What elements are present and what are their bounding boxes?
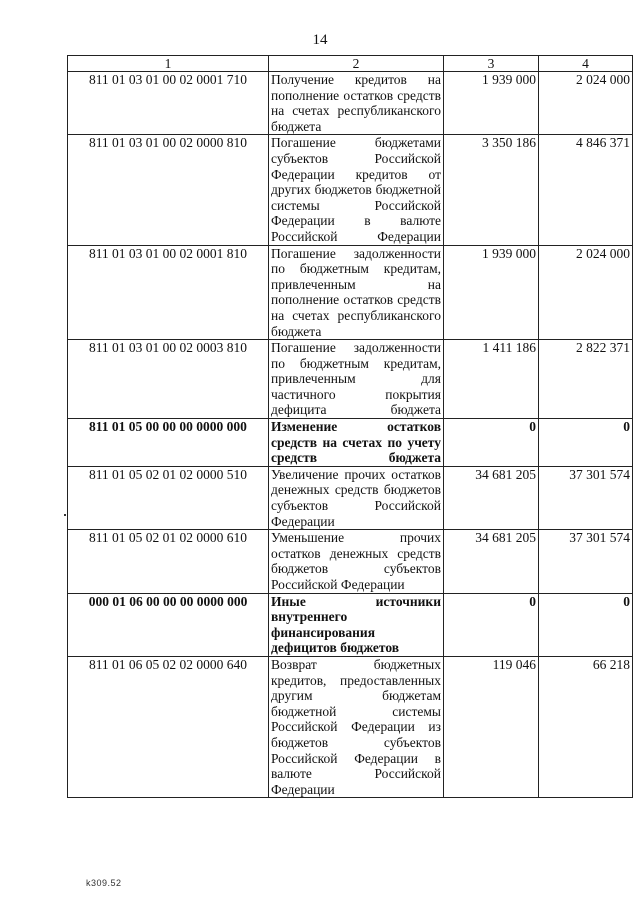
budget-code: 811 01 06 05 02 02 0000 640 xyxy=(68,656,269,797)
budget-code: 811 01 05 02 01 02 0000 610 xyxy=(68,530,269,593)
item-name: Уменьшение прочих остатков денежных средств бюджетов субъектов Российской Федерации xyxy=(269,530,444,593)
budget-code: 811 01 03 01 00 02 0000 810 xyxy=(68,135,269,245)
amount-year2: 37 301 574 xyxy=(539,466,633,529)
budget-code: 811 01 05 00 00 00 0000 000 xyxy=(68,419,269,467)
amount-year1: 119 046 xyxy=(444,656,539,797)
table-row xyxy=(68,466,633,529)
item-name: Иные источники внутреннего финансирования дефицитов бюджетов xyxy=(269,593,444,656)
column-header-year1: 3 xyxy=(444,56,539,72)
table-row xyxy=(68,245,633,340)
column-header-code: 1 xyxy=(68,56,269,72)
table-row xyxy=(68,656,633,797)
amount-year2: 0 xyxy=(539,593,633,656)
column-header-year2: 4 xyxy=(539,56,633,72)
item-name: Получение кредитов на пополнение остатков средств на счетах республиканского бюджета xyxy=(269,72,444,135)
item-name: Возврат бюджетных кредитов, предоставленных другим бюджетам бюджетной системы Российской Федерации из бюджетов субъектов Российской Федерации в валюте Российской Федерации xyxy=(269,656,444,797)
amount-year1: 1 939 000 xyxy=(444,245,539,340)
amount-year2: 2 024 000 xyxy=(539,72,633,135)
table-row xyxy=(68,530,633,593)
amount-year1: 1 939 000 xyxy=(444,72,539,135)
table-row-section-total xyxy=(68,419,633,467)
scan-mark xyxy=(64,514,66,516)
page-number: 14 xyxy=(312,32,328,48)
amount-year2: 66 218 xyxy=(539,656,633,797)
item-name: Погашение задолженности по бюджетным кредитам, привлеченным для частичного покрытия дефицита бюджета xyxy=(269,340,444,419)
budget-code: 811 01 05 02 01 02 0000 510 xyxy=(68,466,269,529)
amount-year1: 34 681 205 xyxy=(444,530,539,593)
table-header-row xyxy=(68,56,633,72)
item-name: Изменение остатков средств на счетах по учету средств бюджета xyxy=(269,419,444,467)
amount-year1: 0 xyxy=(444,593,539,656)
budget-code: 811 01 03 01 00 02 0003 810 xyxy=(68,340,269,419)
footer-stamp: k309.52 xyxy=(86,878,122,888)
amount-year1: 0 xyxy=(444,419,539,467)
amount-year1: 1 411 186 xyxy=(444,340,539,419)
amount-year2: 2 822 371 xyxy=(539,340,633,419)
budget-code: 811 01 03 01 00 02 0001 810 xyxy=(68,245,269,340)
table-row-section-total xyxy=(68,593,633,656)
amount-year1: 34 681 205 xyxy=(444,466,539,529)
item-name: Увеличение прочих остатков денежных средств бюджетов субъектов Российской Федерации xyxy=(269,466,444,529)
table-row xyxy=(68,72,633,135)
amount-year2: 0 xyxy=(539,419,633,467)
item-name: Погашение задолженности по бюджетным кредитам, привлеченным на пополнение остатков средств на счетах республиканского бюджета xyxy=(269,245,444,340)
amount-year2: 2 024 000 xyxy=(539,245,633,340)
table-row xyxy=(68,135,633,245)
column-header-name: 2 xyxy=(269,56,444,72)
budget-code: 811 01 03 01 00 02 0001 710 xyxy=(68,72,269,135)
amount-year1: 3 350 186 xyxy=(444,135,539,245)
item-name: Погашение бюджетами субъектов Российской Федерации кредитов от других бюджетов бюджетной системы Российской Федерации в валюте Российской Федерации xyxy=(269,135,444,245)
amount-year2: 37 301 574 xyxy=(539,530,633,593)
table-row xyxy=(68,340,633,419)
budget-sources-table xyxy=(67,55,633,798)
amount-year2: 4 846 371 xyxy=(539,135,633,245)
budget-code: 000 01 06 00 00 00 0000 000 xyxy=(68,593,269,656)
